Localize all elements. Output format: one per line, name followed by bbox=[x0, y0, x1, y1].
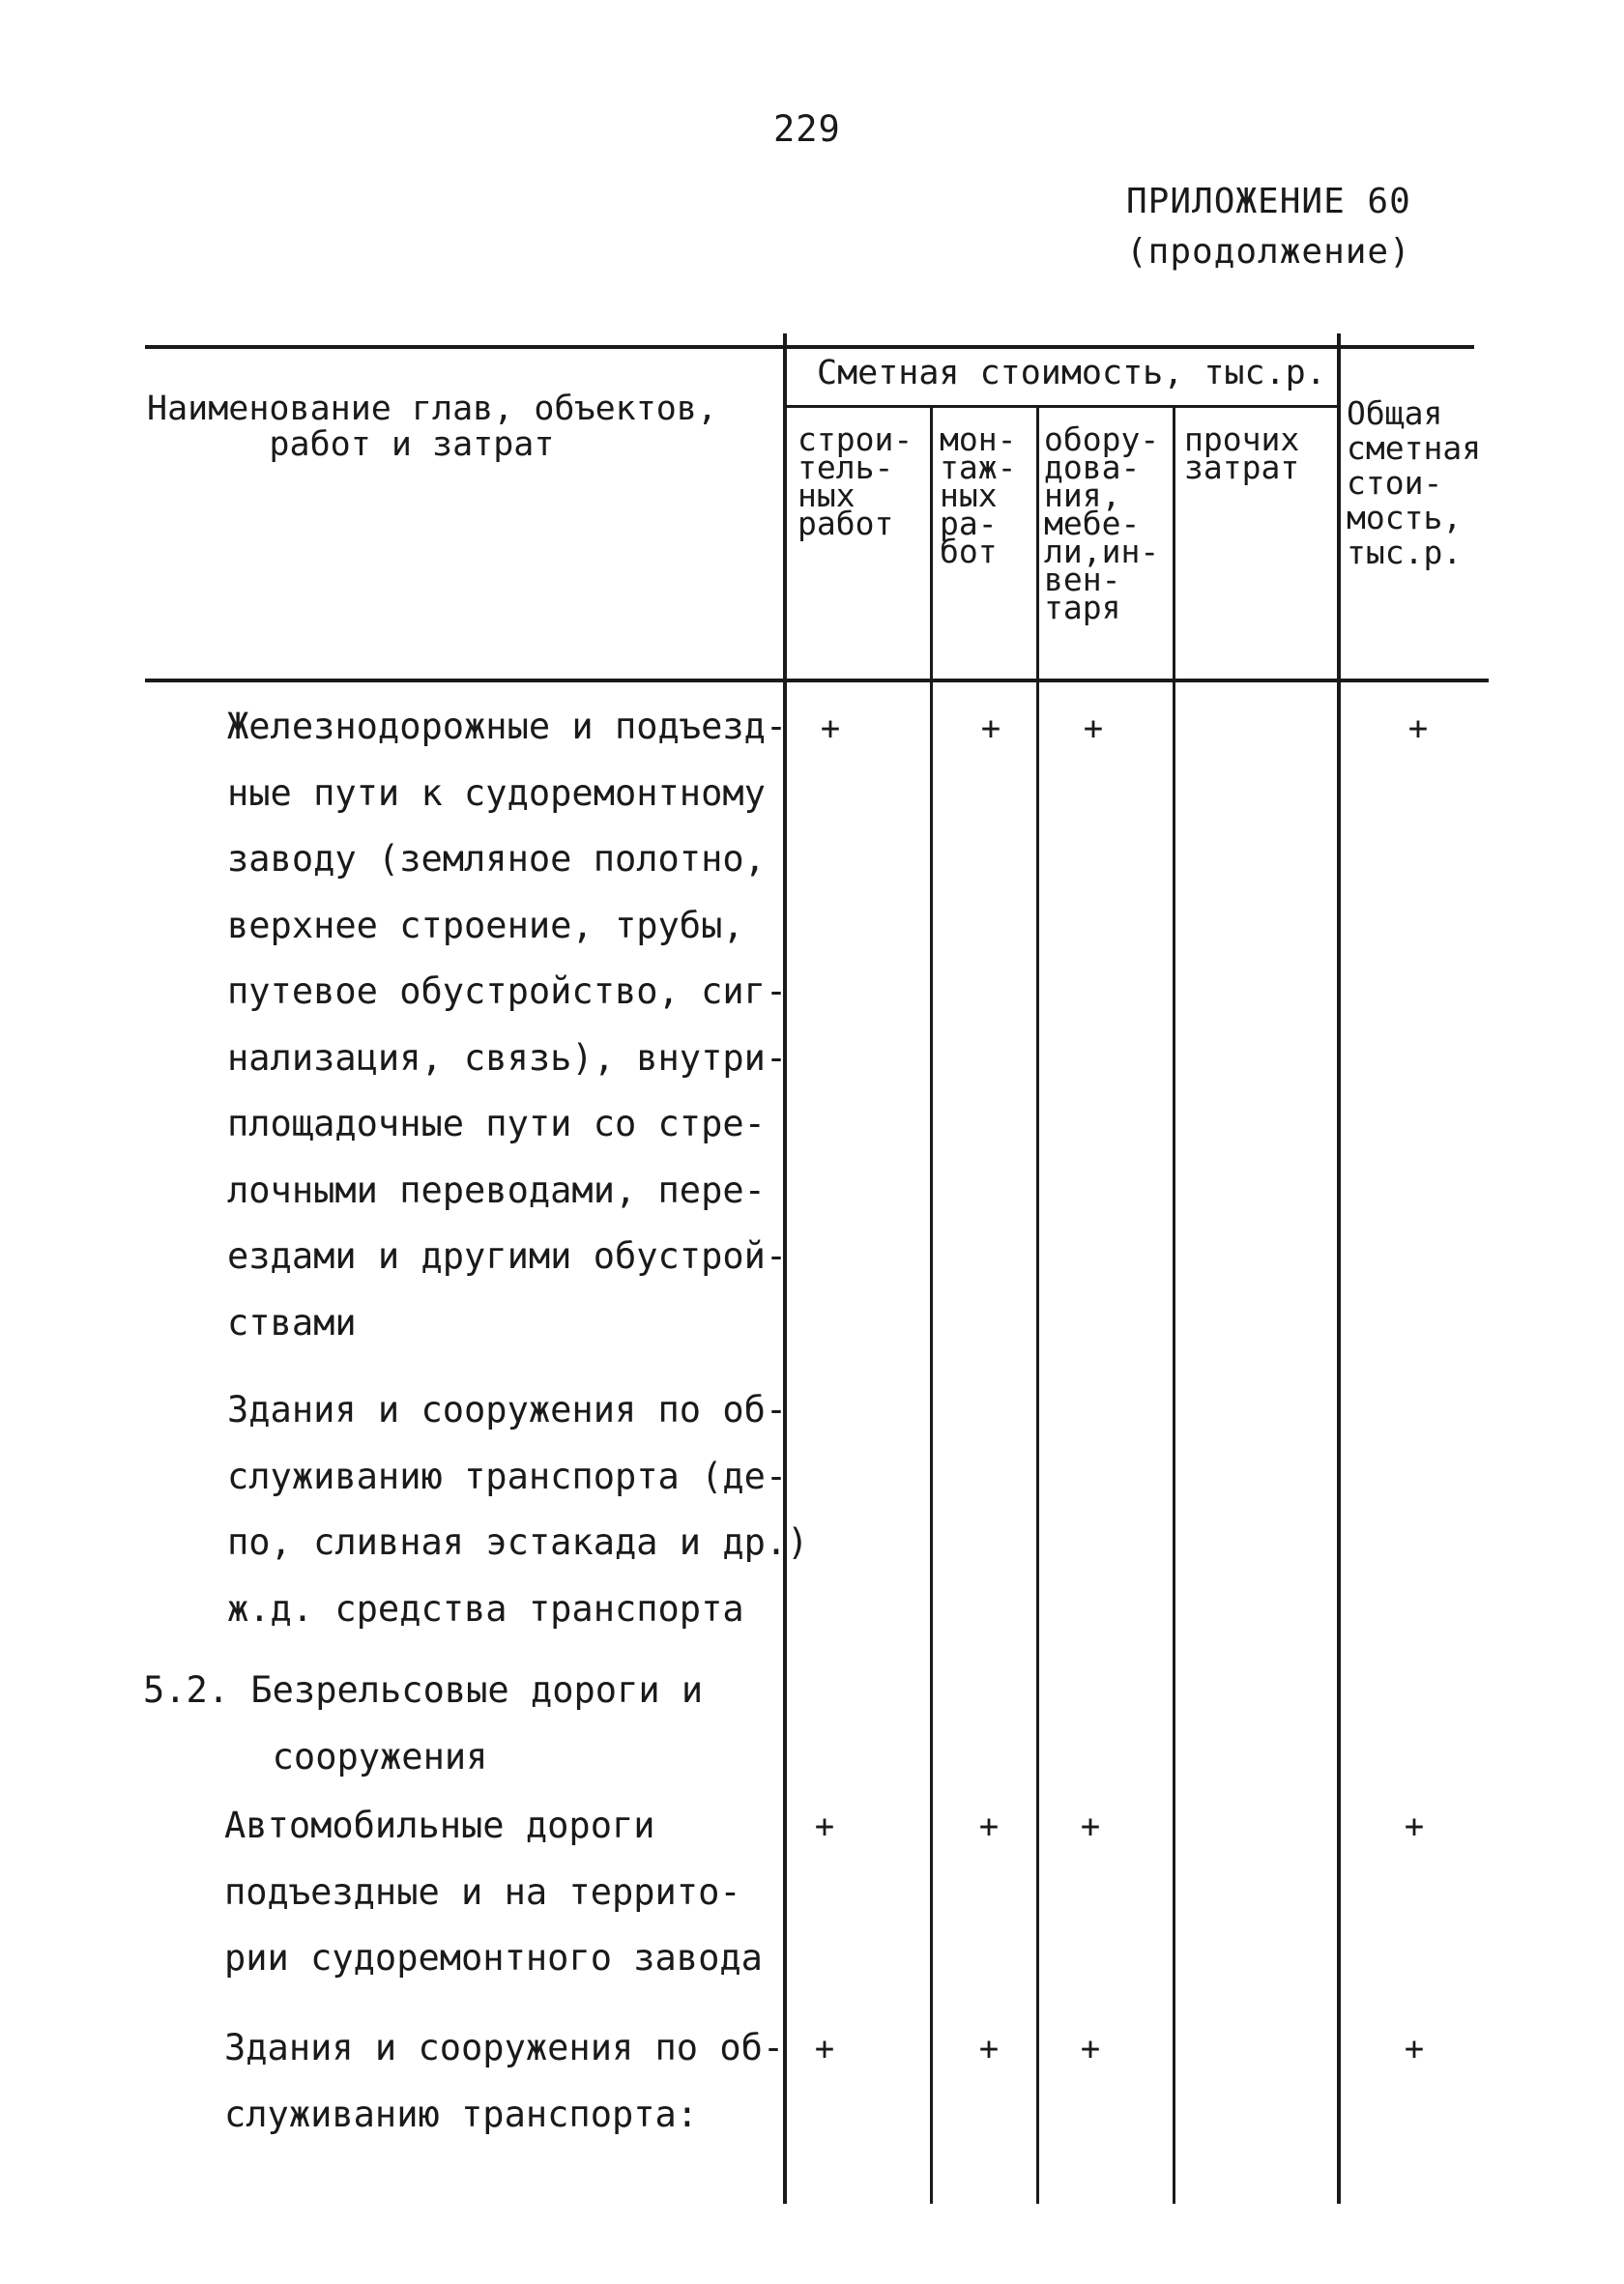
row4-installation-mark: + bbox=[978, 1807, 1000, 1846]
table-row-name: Железнодорожные и подъезд- ные пути к судоремонтному заводу (земляное полотно, верхнее строение, трубы, путевое обустройство, сиг- нализация, связь), внутри- площадочные пути со стре- лочными переводами, пере- ездами и другими обустрой- ствами bbox=[227, 706, 788, 1344]
table-top-rule bbox=[145, 345, 1474, 349]
row4-equipment-mark: + bbox=[1080, 1807, 1101, 1846]
row5-installation-mark: + bbox=[978, 2030, 1000, 2068]
table-row-name: Здания и сооружения по об- служиванию транспорта (де- по, сливная эстакада и др.) ж.д. средства транспорта bbox=[227, 1389, 809, 1630]
row5-construction-mark: + bbox=[814, 2030, 835, 2068]
row5-equipment-mark: + bbox=[1080, 2030, 1101, 2068]
header-total-col: Общая сметная стои- мость, тыс.р. bbox=[1347, 394, 1482, 571]
page-number: 229 bbox=[773, 108, 841, 150]
table-header-rule bbox=[145, 679, 1489, 682]
header-subcol-installation: мон- таж- ных ра- бот bbox=[940, 420, 1017, 570]
header-group-title: Сметная стоимость, тыс.р. bbox=[817, 354, 1326, 392]
appendix-continuation: (продолжение) bbox=[1126, 232, 1411, 272]
table-row-name: Здания и сооружения по об- служиванию транспорта: bbox=[224, 2027, 785, 2135]
col-divider-other bbox=[1337, 333, 1341, 2204]
row1-construction-mark: + bbox=[820, 709, 841, 748]
row1-installation-mark: + bbox=[980, 709, 1001, 748]
header-subcol-equipment: обору- дова- ния, мебе- ли,ин- вен- таря bbox=[1044, 420, 1160, 626]
header-name-col: Наименование глав, объектов, работ и затрат bbox=[147, 390, 718, 464]
row4-construction-mark: + bbox=[814, 1807, 835, 1846]
table-row-name: Автомобильные дороги подъездные и на террито- рии судоремонтного завода bbox=[224, 1805, 763, 1979]
row5-total-mark: + bbox=[1404, 2030, 1425, 2068]
row1-total-mark: + bbox=[1407, 709, 1429, 748]
header-subcol-construction: строи- тель- ных работ bbox=[798, 420, 914, 542]
header-subcol-other: прочих затрат bbox=[1184, 420, 1300, 486]
col-divider-construction bbox=[930, 406, 933, 2204]
row1-equipment-mark: + bbox=[1083, 709, 1104, 748]
section-heading: 5.2. Безрельсовые дороги и сооружения bbox=[143, 1669, 704, 1778]
appendix-title: ПРИЛОЖЕНИЕ 60 bbox=[1126, 182, 1411, 221]
col-divider-installation bbox=[1036, 406, 1039, 2204]
col-divider-equipment bbox=[1173, 406, 1175, 2204]
group-underline bbox=[783, 405, 1339, 408]
row4-total-mark: + bbox=[1404, 1807, 1425, 1846]
